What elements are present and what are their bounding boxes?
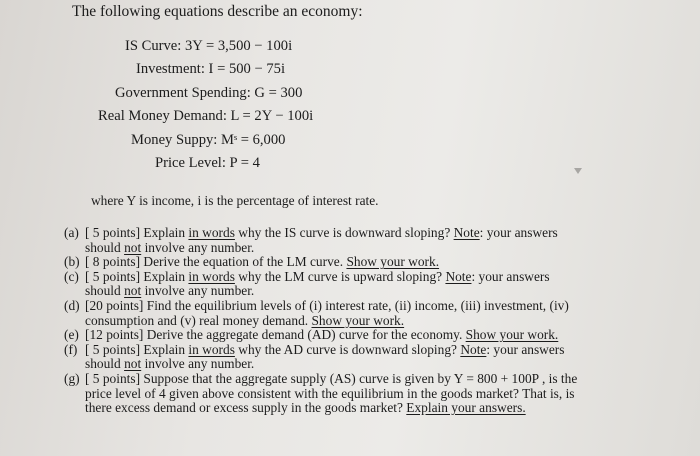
equation-label: IS Curve [125, 38, 178, 54]
equation-investment [136, 61, 285, 78]
question-text: should [85, 239, 121, 255]
emphasis-text: not [124, 239, 142, 255]
question-a [64, 226, 664, 255]
question-text: should [85, 356, 121, 372]
part-label: (c) [64, 268, 79, 284]
question-text: : your answers [486, 341, 565, 357]
part-label: (f) [64, 341, 78, 357]
points: [ 5 points] [85, 370, 141, 386]
question-text: Explain [143, 268, 186, 284]
points: [ 5 points] [85, 268, 141, 284]
equation-expr: : P = 4 [221, 155, 260, 171]
equation-label: Real Money Demand [98, 108, 223, 124]
part-label: (g) [64, 370, 80, 386]
part-label: (e) [64, 327, 79, 343]
note-label: Note [445, 268, 472, 284]
question-b [64, 255, 664, 270]
points: [20 points] [85, 297, 144, 313]
points: [ 8 points] [85, 254, 141, 270]
equation-expr: : I = 500 − 75i [200, 61, 286, 77]
emphasis-text: not [124, 356, 142, 372]
question-text: Suppose that the aggregate supply (AS) curve is given by Y = 800 + 100P , is the [143, 370, 578, 386]
emphasis-text: in words [188, 225, 235, 240]
question-text: involve any number. [144, 239, 255, 255]
question-text: Derive the equation of the LM curve. [143, 254, 344, 270]
equation-expr: : L = 2Y − 100i [222, 108, 314, 124]
equation-label: Government Spending [115, 85, 247, 101]
equation-expr: : G = 300 [246, 85, 303, 101]
equation-price-level [155, 155, 260, 172]
equation-label: Money Suppy [131, 132, 214, 148]
question-text: involve any number. [144, 356, 255, 372]
variable-definition: where Y is income, i is the percentage of interest rate. [91, 193, 379, 208]
equation-label: Price Level [155, 155, 222, 171]
question-text: why the IS curve is downward sloping? [238, 225, 451, 240]
equation-real-money-demand [98, 108, 313, 125]
points: [ 5 points] [85, 341, 141, 357]
equation-expr: : Mˢ = 6,000 [213, 132, 286, 148]
cursor-mark-icon [574, 168, 582, 174]
emphasis-text: in words [188, 268, 235, 284]
question-e [64, 328, 664, 343]
equation-money-supply [131, 132, 285, 149]
equation-label: Investment [136, 61, 201, 77]
emphasis-text: Show your work. [465, 327, 559, 343]
equation-government-spending [115, 85, 302, 102]
question-text: price level of 4 given above consistent with the equilibrium in the goods market? That is, is [85, 385, 575, 401]
equation-expr: : 3Y = 3,500 − 100i [177, 38, 293, 54]
question-text: : your answers [471, 268, 550, 284]
note-label: Note [453, 225, 480, 240]
emphasis-text: Show your work. [311, 312, 405, 328]
question-text: Explain [143, 341, 186, 357]
question-text: why the LM curve is upward sloping? [238, 268, 443, 284]
question-text: Explain [143, 225, 186, 240]
question-list [64, 226, 664, 416]
points: [ 5 points] [85, 225, 141, 240]
question-text: there excess demand or excess supply in the goods market? [85, 400, 403, 416]
question-text: Find the equilibrium levels of (i) interest rate, (ii) income, (iii) investment, (iv) [146, 297, 569, 313]
part-label: (d) [64, 297, 80, 313]
equation-is-curve [125, 38, 292, 55]
points: [12 points] [85, 327, 144, 343]
part-label: (b) [64, 254, 80, 270]
question-text: involve any number. [144, 283, 255, 299]
emphasis-text: Show your work. [346, 254, 440, 270]
question-text: should [85, 283, 121, 299]
emphasis-text: not [124, 283, 142, 299]
question-g [64, 372, 664, 416]
question-text: : your answers [479, 225, 558, 240]
emphasis-text: Explain your answers. [406, 400, 526, 416]
question-c [64, 270, 664, 299]
note-label: Note [460, 341, 487, 357]
part-label: (a) [64, 225, 79, 240]
question-text: consumption and (v) real money demand. [85, 312, 309, 328]
emphasis-text: in words [188, 341, 235, 357]
question-text: Derive the aggregate demand (AD) curve for the economy. [146, 327, 463, 343]
question-d [64, 299, 664, 328]
intro-text: The following equations describe an economy: [72, 3, 363, 20]
question-f [64, 343, 664, 372]
question-text: why the AD curve is downward sloping? [238, 341, 457, 357]
